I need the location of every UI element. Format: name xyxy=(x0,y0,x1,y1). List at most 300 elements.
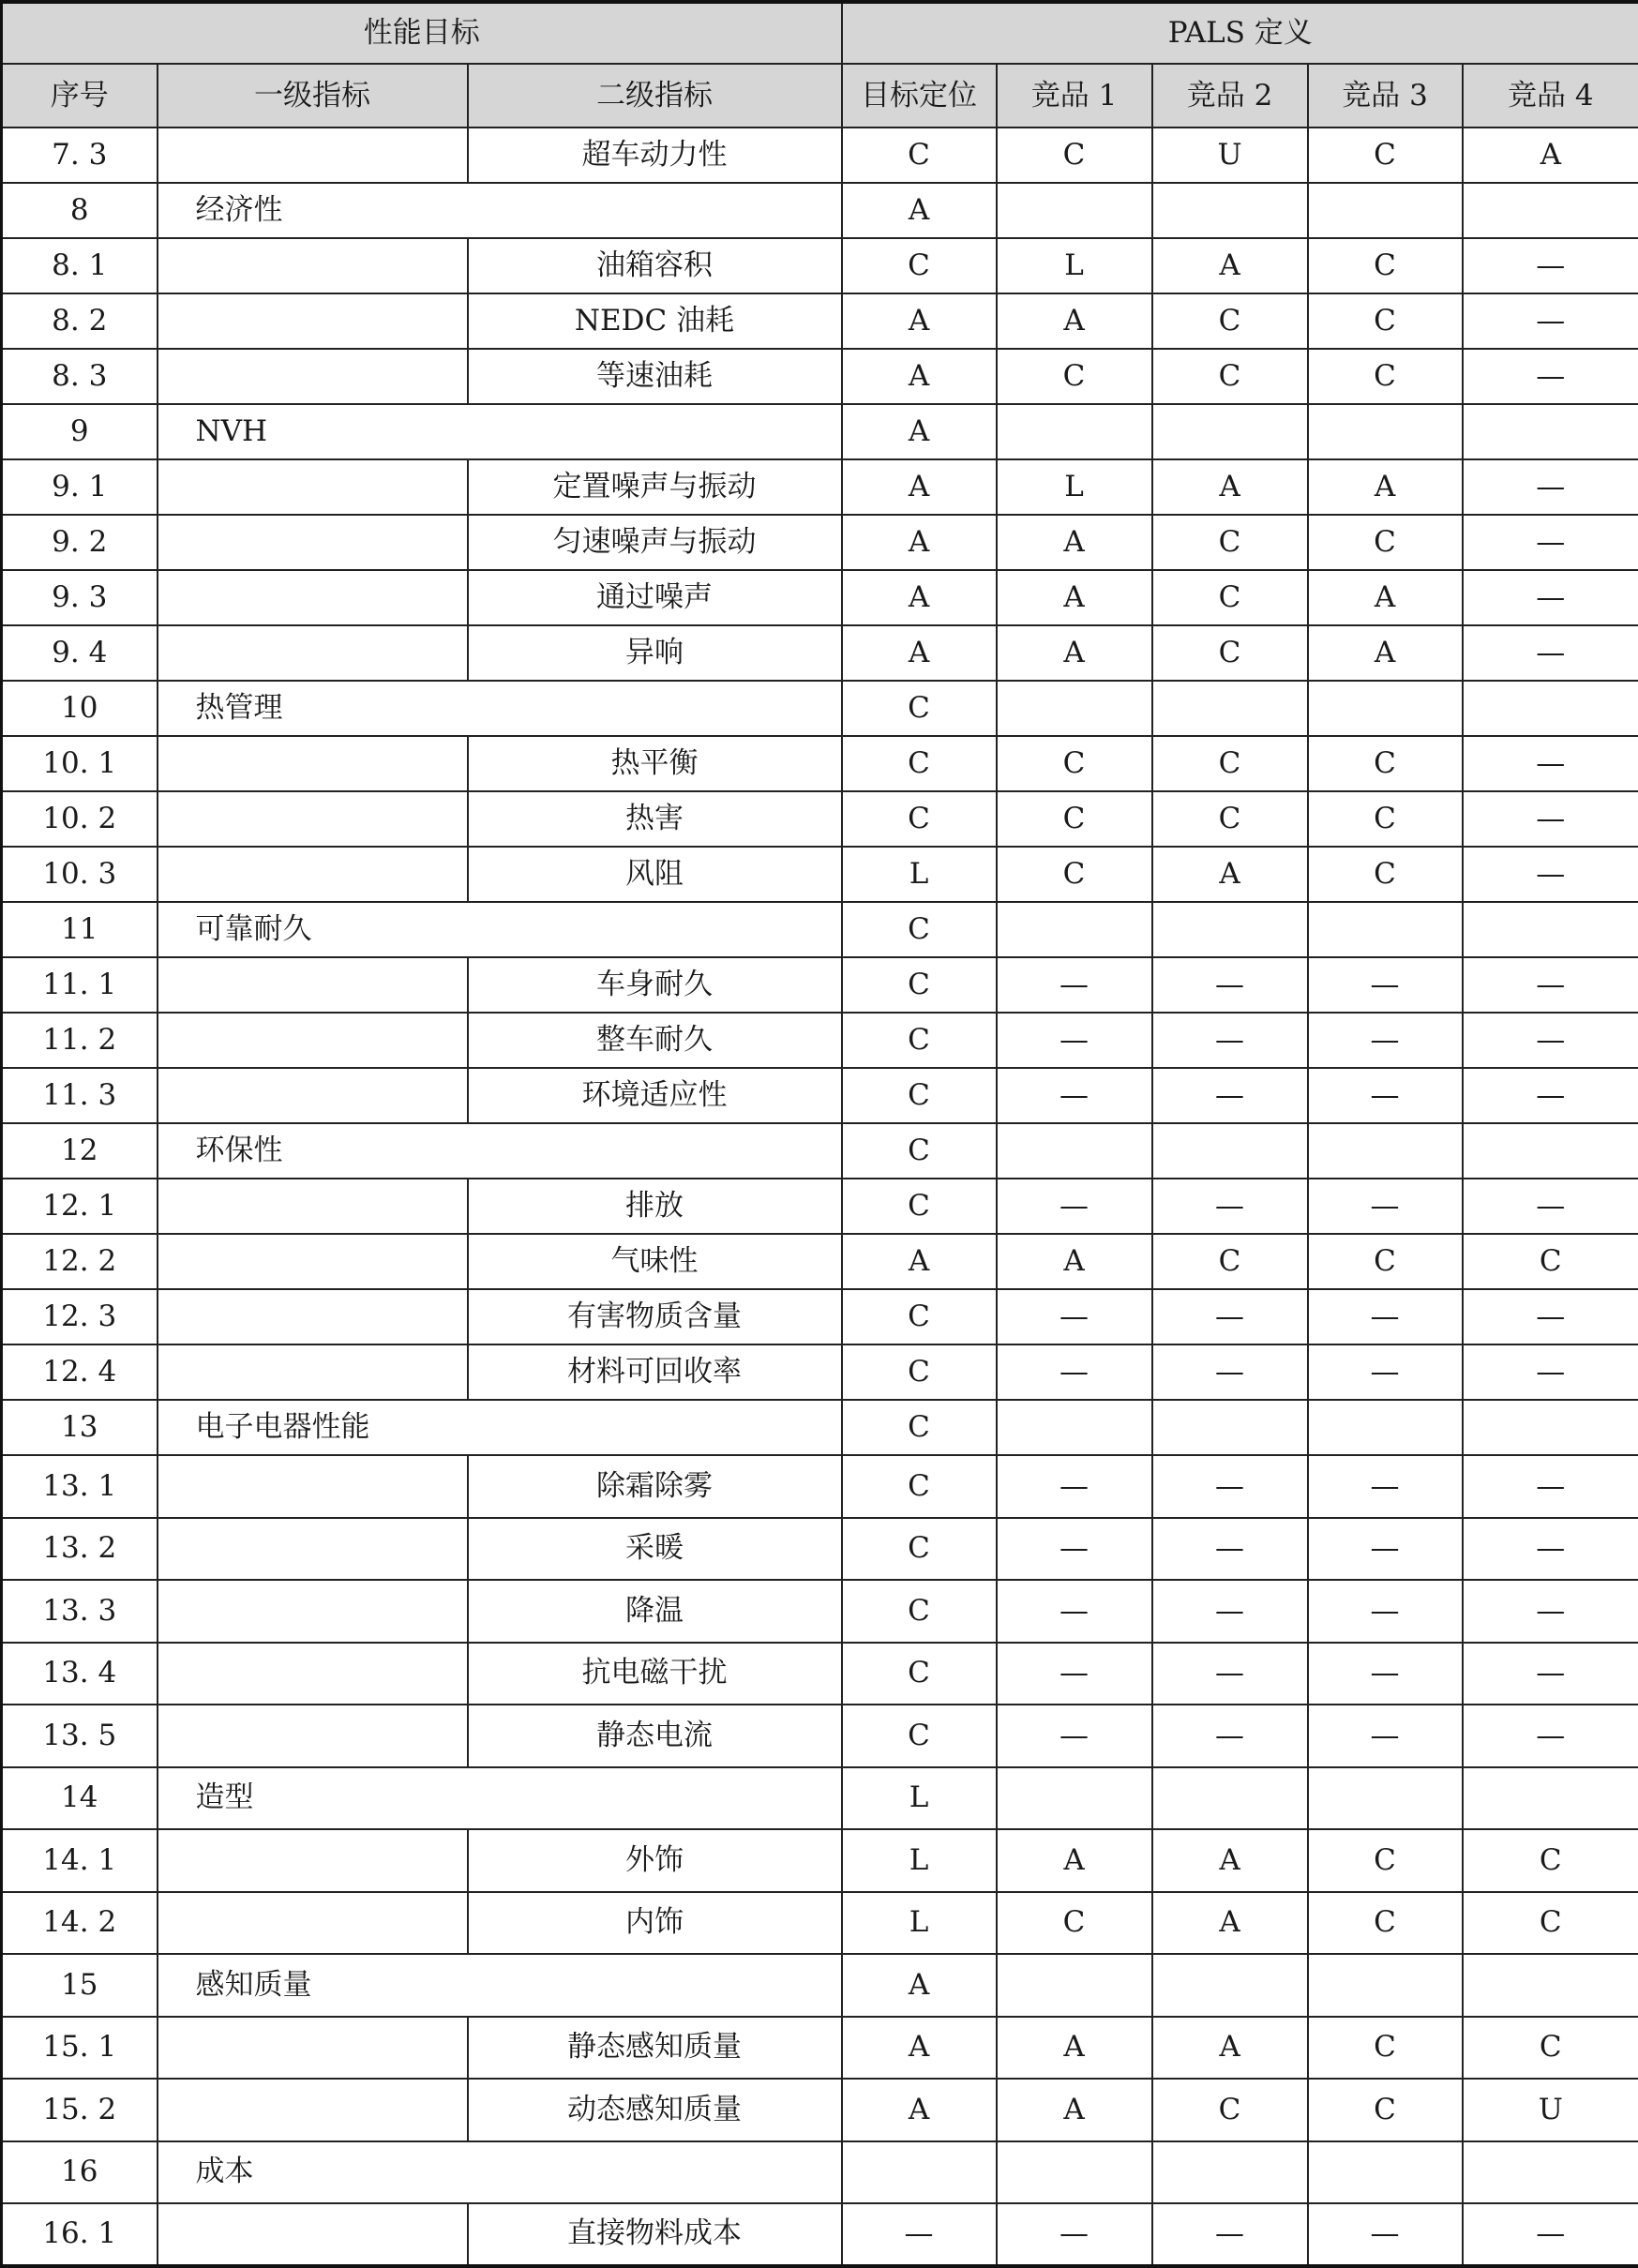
table-row xyxy=(2,1234,1638,1289)
target-rating: C xyxy=(842,1643,997,1705)
competitor-3-rating: — xyxy=(1308,1068,1463,1123)
competitor-2-rating: — xyxy=(1152,1068,1308,1123)
target-rating: A xyxy=(842,515,997,570)
competitor-2-rating: C xyxy=(1152,515,1308,570)
level1-indicator xyxy=(158,1234,468,1289)
level2-indicator: NEDC 油耗 xyxy=(468,293,842,349)
level1-indicator xyxy=(158,1013,468,1068)
row-index: 11 xyxy=(2,902,158,957)
competitor-2-rating: — xyxy=(1152,1705,1308,1767)
competitor-3-rating: — xyxy=(1308,1013,1463,1068)
target-rating: C xyxy=(842,957,997,1013)
table-row xyxy=(2,2017,1638,2080)
competitor-1-rating: — xyxy=(997,1068,1152,1123)
level2-indicator: 整车耐久 xyxy=(468,1013,842,1068)
target-rating: A xyxy=(842,349,997,404)
competitor-1-rating: — xyxy=(997,1518,1152,1581)
row-index: 9. 2 xyxy=(2,515,158,570)
competitor-1-rating: A xyxy=(997,2017,1152,2080)
table-row xyxy=(2,1013,1638,1068)
competitor-1-rating: C xyxy=(997,1892,1152,1955)
target-rating: — xyxy=(842,2203,997,2266)
target-rating: L xyxy=(842,847,997,902)
level2-indicator: 静态感知质量 xyxy=(468,2017,842,2080)
competitor-3-rating: C xyxy=(1308,736,1463,791)
table-row xyxy=(2,1518,1638,1581)
competitor-4-rating: — xyxy=(1463,625,1638,681)
competitor-1-rating xyxy=(997,183,1152,238)
row-index: 12. 4 xyxy=(2,1344,158,1400)
competitor-2-rating: — xyxy=(1152,1013,1308,1068)
competitor-2-rating: — xyxy=(1152,1455,1308,1518)
competitor-2-rating: U xyxy=(1152,128,1308,183)
competitor-3-rating: — xyxy=(1308,1643,1463,1705)
table-row xyxy=(2,293,1638,349)
competitor-1-rating: L xyxy=(997,459,1152,515)
competitor-4-rating: — xyxy=(1463,791,1638,847)
table-row xyxy=(2,2203,1638,2266)
target-rating: C xyxy=(842,1013,997,1068)
competitor-1-rating: C xyxy=(997,736,1152,791)
row-index: 8. 3 xyxy=(2,349,158,404)
competitor-4-rating: — xyxy=(1463,1013,1638,1068)
row-index: 8. 2 xyxy=(2,293,158,349)
level1-indicator xyxy=(158,570,468,625)
target-rating: C xyxy=(842,736,997,791)
competitor-2-rating xyxy=(1152,1767,1308,1830)
competitor-3-rating: — xyxy=(1308,1179,1463,1234)
competitor-2-rating: C xyxy=(1152,2079,1308,2141)
competitor-1-rating: — xyxy=(997,1705,1152,1767)
target-rating: A xyxy=(842,293,997,349)
competitor-2-rating xyxy=(1152,1123,1308,1179)
competitor-1-rating: A xyxy=(997,293,1152,349)
level2-indicator: 排放 xyxy=(468,1179,842,1234)
level1-indicator: 电子电器性能 xyxy=(158,1400,842,1455)
competitor-3-rating xyxy=(1308,1123,1463,1179)
target-rating: C xyxy=(842,1289,997,1344)
competitor-3-rating xyxy=(1308,2141,1463,2204)
competitor-4-rating xyxy=(1463,404,1638,459)
competitor-3-rating: — xyxy=(1308,1455,1463,1518)
level2-indicator: 内饰 xyxy=(468,1892,842,1955)
level1-indicator: 热管理 xyxy=(158,681,842,736)
competitor-4-rating: C xyxy=(1463,1234,1638,1289)
row-index: 13. 3 xyxy=(2,1580,158,1643)
competitor-4-rating: — xyxy=(1463,1179,1638,1234)
table-row xyxy=(2,515,1638,570)
competitor-3-rating: C xyxy=(1308,847,1463,902)
competitor-3-rating: C xyxy=(1308,1234,1463,1289)
level1-indicator xyxy=(158,2203,468,2266)
category-row xyxy=(2,1400,1638,1455)
level2-indicator: 等速油耗 xyxy=(468,349,842,404)
target-rating: A xyxy=(842,2079,997,2141)
competitor-1-rating xyxy=(997,681,1152,736)
table-row xyxy=(2,1344,1638,1400)
competitor-1-rating: C xyxy=(997,847,1152,902)
table-row xyxy=(2,847,1638,902)
competitor-2-rating xyxy=(1152,1400,1308,1455)
level1-indicator xyxy=(158,1455,468,1518)
level2-indicator: 外饰 xyxy=(468,1829,842,1892)
competitor-1-rating xyxy=(997,1954,1152,2017)
competitor-2-rating: A xyxy=(1152,459,1308,515)
target-rating: C xyxy=(842,1179,997,1234)
group-header-pals: PALS 定义 xyxy=(842,2,1638,64)
competitor-2-rating: C xyxy=(1152,349,1308,404)
row-index: 9. 4 xyxy=(2,625,158,681)
table-row xyxy=(2,1068,1638,1123)
competitor-2-rating: A xyxy=(1152,1892,1308,1955)
competitor-3-rating: — xyxy=(1308,1344,1463,1400)
column-header-competitor-2: 竞品 2 xyxy=(1152,64,1308,128)
table-row xyxy=(2,2079,1638,2141)
competitor-4-rating: U xyxy=(1463,2079,1638,2141)
level1-indicator xyxy=(158,1518,468,1581)
row-index: 10. 2 xyxy=(2,791,158,847)
level1-indicator xyxy=(158,1344,468,1400)
target-rating: C xyxy=(842,1068,997,1123)
level2-indicator: 异响 xyxy=(468,625,842,681)
competitor-2-rating: — xyxy=(1152,1643,1308,1705)
competitor-2-rating: — xyxy=(1152,1289,1308,1344)
table-row xyxy=(2,1580,1638,1643)
target-rating: C xyxy=(842,128,997,183)
row-index: 13. 1 xyxy=(2,1455,158,1518)
competitor-4-rating: — xyxy=(1463,1580,1638,1643)
level1-indicator xyxy=(158,791,468,847)
row-index: 8. 1 xyxy=(2,238,158,293)
target-rating: A xyxy=(842,404,997,459)
level1-indicator xyxy=(158,1179,468,1234)
level2-indicator: 油箱容积 xyxy=(468,238,842,293)
table-row xyxy=(2,791,1638,847)
competitor-4-rating: — xyxy=(1463,570,1638,625)
level1-indicator xyxy=(158,238,468,293)
target-rating: A xyxy=(842,1954,997,2017)
competitor-4-rating: — xyxy=(1463,515,1638,570)
competitor-1-rating xyxy=(997,1123,1152,1179)
row-index: 8 xyxy=(2,183,158,238)
competitor-3-rating xyxy=(1308,681,1463,736)
level2-indicator: 车身耐久 xyxy=(468,957,842,1013)
competitor-2-rating xyxy=(1152,902,1308,957)
row-index: 10. 1 xyxy=(2,736,158,791)
level1-indicator xyxy=(158,1892,468,1955)
target-rating: C xyxy=(842,1705,997,1767)
competitor-3-rating xyxy=(1308,183,1463,238)
level1-indicator xyxy=(158,515,468,570)
level1-indicator xyxy=(158,128,468,183)
competitor-4-rating: — xyxy=(1463,1455,1638,1518)
competitor-1-rating xyxy=(997,1400,1152,1455)
level1-indicator: 造型 xyxy=(158,1767,842,1830)
competitor-4-rating: — xyxy=(1463,1643,1638,1705)
row-index: 11. 1 xyxy=(2,957,158,1013)
level1-indicator xyxy=(158,1289,468,1344)
level1-indicator: 经济性 xyxy=(158,183,842,238)
competitor-4-rating xyxy=(1463,1123,1638,1179)
competitor-1-rating: A xyxy=(997,1234,1152,1289)
row-index: 14. 2 xyxy=(2,1892,158,1955)
table-row xyxy=(2,736,1638,791)
column-header-competitor-3: 竞品 3 xyxy=(1308,64,1463,128)
competitor-2-rating xyxy=(1152,183,1308,238)
target-rating: A xyxy=(842,2017,997,2080)
row-index: 12. 2 xyxy=(2,1234,158,1289)
level1-indicator xyxy=(158,736,468,791)
category-row xyxy=(2,1954,1638,2017)
competitor-4-rating: — xyxy=(1463,293,1638,349)
competitor-4-rating: — xyxy=(1463,736,1638,791)
target-rating: C xyxy=(842,1400,997,1455)
row-index: 12 xyxy=(2,1123,158,1179)
competitor-1-rating: — xyxy=(997,1455,1152,1518)
row-index: 15 xyxy=(2,1954,158,2017)
competitor-3-rating xyxy=(1308,1400,1463,1455)
row-index: 13. 5 xyxy=(2,1705,158,1767)
category-row xyxy=(2,1123,1638,1179)
competitor-4-rating: — xyxy=(1463,1705,1638,1767)
competitor-2-rating: C xyxy=(1152,625,1308,681)
competitor-2-rating: — xyxy=(1152,1179,1308,1234)
target-rating: C xyxy=(842,1580,997,1643)
level1-indicator xyxy=(158,1705,468,1767)
header-group-row xyxy=(2,2,1638,64)
level1-indicator: 环保性 xyxy=(158,1123,842,1179)
competitor-2-rating: A xyxy=(1152,238,1308,293)
level2-indicator: 环境适应性 xyxy=(468,1068,842,1123)
competitor-3-rating: A xyxy=(1308,570,1463,625)
level1-indicator xyxy=(158,957,468,1013)
competitor-3-rating: C xyxy=(1308,1829,1463,1892)
competitor-1-rating: — xyxy=(997,2203,1152,2266)
target-rating: A xyxy=(842,459,997,515)
category-row xyxy=(2,1767,1638,1830)
competitor-3-rating: — xyxy=(1308,1580,1463,1643)
row-index: 14. 1 xyxy=(2,1829,158,1892)
table-row xyxy=(2,1455,1638,1518)
level2-indicator: 超车动力性 xyxy=(468,128,842,183)
level1-indicator xyxy=(158,1829,468,1892)
row-index: 13. 4 xyxy=(2,1643,158,1705)
competitor-3-rating: C xyxy=(1308,238,1463,293)
competitor-3-rating: C xyxy=(1308,1892,1463,1955)
competitor-4-rating xyxy=(1463,681,1638,736)
competitor-1-rating xyxy=(997,1767,1152,1830)
competitor-1-rating xyxy=(997,902,1152,957)
competitor-4-rating xyxy=(1463,1767,1638,1830)
competitor-4-rating: — xyxy=(1463,238,1638,293)
competitor-2-rating: C xyxy=(1152,791,1308,847)
level2-indicator: 热害 xyxy=(468,791,842,847)
competitor-4-rating xyxy=(1463,2141,1638,2204)
competitor-4-rating: — xyxy=(1463,459,1638,515)
level1-indicator xyxy=(158,2017,468,2080)
competitor-3-rating: A xyxy=(1308,459,1463,515)
target-rating: C xyxy=(842,238,997,293)
level1-indicator xyxy=(158,1580,468,1643)
level1-indicator xyxy=(158,2079,468,2141)
level1-indicator: 可靠耐久 xyxy=(158,902,842,957)
competitor-1-rating xyxy=(997,2141,1152,2204)
row-index: 11. 3 xyxy=(2,1068,158,1123)
table-row xyxy=(2,570,1638,625)
competitor-3-rating xyxy=(1308,1954,1463,2017)
competitor-1-rating: — xyxy=(997,957,1152,1013)
competitor-3-rating: C xyxy=(1308,349,1463,404)
row-index: 14 xyxy=(2,1767,158,1830)
level1-indicator: 感知质量 xyxy=(158,1954,842,2017)
target-rating: L xyxy=(842,1829,997,1892)
row-index: 9. 3 xyxy=(2,570,158,625)
row-index: 7. 3 xyxy=(2,128,158,183)
competitor-1-rating: C xyxy=(997,349,1152,404)
column-header-level1: 一级指标 xyxy=(158,64,468,128)
competitor-2-rating xyxy=(1152,681,1308,736)
competitor-4-rating: C xyxy=(1463,2017,1638,2080)
level2-indicator: 气味性 xyxy=(468,1234,842,1289)
level2-indicator: 降温 xyxy=(468,1580,842,1643)
competitor-4-rating xyxy=(1463,183,1638,238)
header-column-row xyxy=(2,64,1638,128)
target-rating: C xyxy=(842,1123,997,1179)
competitor-4-rating xyxy=(1463,1954,1638,2017)
competitor-3-rating xyxy=(1308,404,1463,459)
level2-indicator: 定置噪声与振动 xyxy=(468,459,842,515)
level2-indicator: 材料可回收率 xyxy=(468,1344,842,1400)
competitor-3-rating xyxy=(1308,1767,1463,1830)
table-row xyxy=(2,1892,1638,1955)
competitor-1-rating: — xyxy=(997,1289,1152,1344)
target-rating: C xyxy=(842,1455,997,1518)
competitor-2-rating: — xyxy=(1152,957,1308,1013)
row-index: 13. 2 xyxy=(2,1518,158,1581)
level1-indicator xyxy=(158,1643,468,1705)
competitor-1-rating: C xyxy=(997,128,1152,183)
category-row xyxy=(2,902,1638,957)
row-index: 13 xyxy=(2,1400,158,1455)
level2-indicator: 静态电流 xyxy=(468,1705,842,1767)
row-index: 12. 1 xyxy=(2,1179,158,1234)
level2-indicator: 热平衡 xyxy=(468,736,842,791)
competitor-2-rating xyxy=(1152,404,1308,459)
table-row xyxy=(2,1643,1638,1705)
target-rating: A xyxy=(842,570,997,625)
competitor-1-rating: C xyxy=(997,791,1152,847)
target-rating: L xyxy=(842,1767,997,1830)
competitor-3-rating: A xyxy=(1308,625,1463,681)
competitor-2-rating: A xyxy=(1152,2017,1308,2080)
competitor-1-rating: A xyxy=(997,570,1152,625)
level1-indicator xyxy=(158,349,468,404)
target-rating xyxy=(842,2141,997,2204)
column-header-competitor-1: 竞品 1 xyxy=(997,64,1152,128)
competitor-4-rating: — xyxy=(1463,1518,1638,1581)
row-index: 10 xyxy=(2,681,158,736)
row-index: 9 xyxy=(2,404,158,459)
level1-indicator: 成本 xyxy=(158,2141,842,2204)
table-row xyxy=(2,349,1638,404)
competitor-2-rating: A xyxy=(1152,1829,1308,1892)
table-row xyxy=(2,625,1638,681)
level2-indicator: 抗电磁干扰 xyxy=(468,1643,842,1705)
table-row xyxy=(2,459,1638,515)
competitor-4-rating: C xyxy=(1463,1829,1638,1892)
competitor-2-rating: — xyxy=(1152,1580,1308,1643)
level1-indicator xyxy=(158,293,468,349)
competitor-3-rating: — xyxy=(1308,1705,1463,1767)
category-row xyxy=(2,183,1638,238)
target-rating: C xyxy=(842,902,997,957)
column-header-index: 序号 xyxy=(2,64,158,128)
competitor-3-rating: C xyxy=(1308,128,1463,183)
competitor-1-rating: — xyxy=(997,1344,1152,1400)
competitor-4-rating: — xyxy=(1463,1344,1638,1400)
level2-indicator: 除霜除雾 xyxy=(468,1455,842,1518)
competitor-1-rating: A xyxy=(997,625,1152,681)
competitor-4-rating: — xyxy=(1463,847,1638,902)
table-row xyxy=(2,957,1638,1013)
category-row xyxy=(2,2141,1638,2204)
category-row xyxy=(2,404,1638,459)
target-rating: A xyxy=(842,183,997,238)
row-index: 16 xyxy=(2,2141,158,2204)
competitor-2-rating: — xyxy=(1152,2203,1308,2266)
competitor-3-rating: — xyxy=(1308,957,1463,1013)
competitor-2-rating xyxy=(1152,2141,1308,2204)
competitor-2-rating: C xyxy=(1152,570,1308,625)
column-header-competitor-4: 竞品 4 xyxy=(1463,64,1638,128)
competitor-4-rating: C xyxy=(1463,1892,1638,1955)
group-header-performance: 性能目标 xyxy=(2,2,842,64)
competitor-3-rating xyxy=(1308,902,1463,957)
level1-indicator xyxy=(158,847,468,902)
category-row xyxy=(2,681,1638,736)
level1-indicator: NVH xyxy=(158,404,842,459)
row-index: 10. 3 xyxy=(2,847,158,902)
table-row xyxy=(2,1829,1638,1892)
competitor-3-rating: C xyxy=(1308,515,1463,570)
competitor-2-rating: A xyxy=(1152,847,1308,902)
level2-indicator: 直接物料成本 xyxy=(468,2203,842,2266)
competitor-4-rating: — xyxy=(1463,2203,1638,2266)
row-index: 9. 1 xyxy=(2,459,158,515)
competitor-1-rating: L xyxy=(997,238,1152,293)
competitor-4-rating: — xyxy=(1463,957,1638,1013)
level2-indicator: 有害物质含量 xyxy=(468,1289,842,1344)
table-row xyxy=(2,128,1638,183)
competitor-2-rating: C xyxy=(1152,736,1308,791)
target-rating: C xyxy=(842,1518,997,1581)
level2-indicator: 动态感知质量 xyxy=(468,2079,842,2141)
competitor-1-rating: A xyxy=(997,2079,1152,2141)
row-index: 15. 1 xyxy=(2,2017,158,2080)
table-row xyxy=(2,238,1638,293)
competitor-2-rating: — xyxy=(1152,1518,1308,1581)
competitor-3-rating: C xyxy=(1308,791,1463,847)
competitor-4-rating: A xyxy=(1463,128,1638,183)
competitor-1-rating: — xyxy=(997,1179,1152,1234)
competitor-3-rating: — xyxy=(1308,1289,1463,1344)
target-rating: A xyxy=(842,1234,997,1289)
competitor-3-rating: C xyxy=(1308,2079,1463,2141)
level1-indicator xyxy=(158,625,468,681)
table-row xyxy=(2,1179,1638,1234)
level1-indicator xyxy=(158,459,468,515)
level2-indicator: 风阻 xyxy=(468,847,842,902)
